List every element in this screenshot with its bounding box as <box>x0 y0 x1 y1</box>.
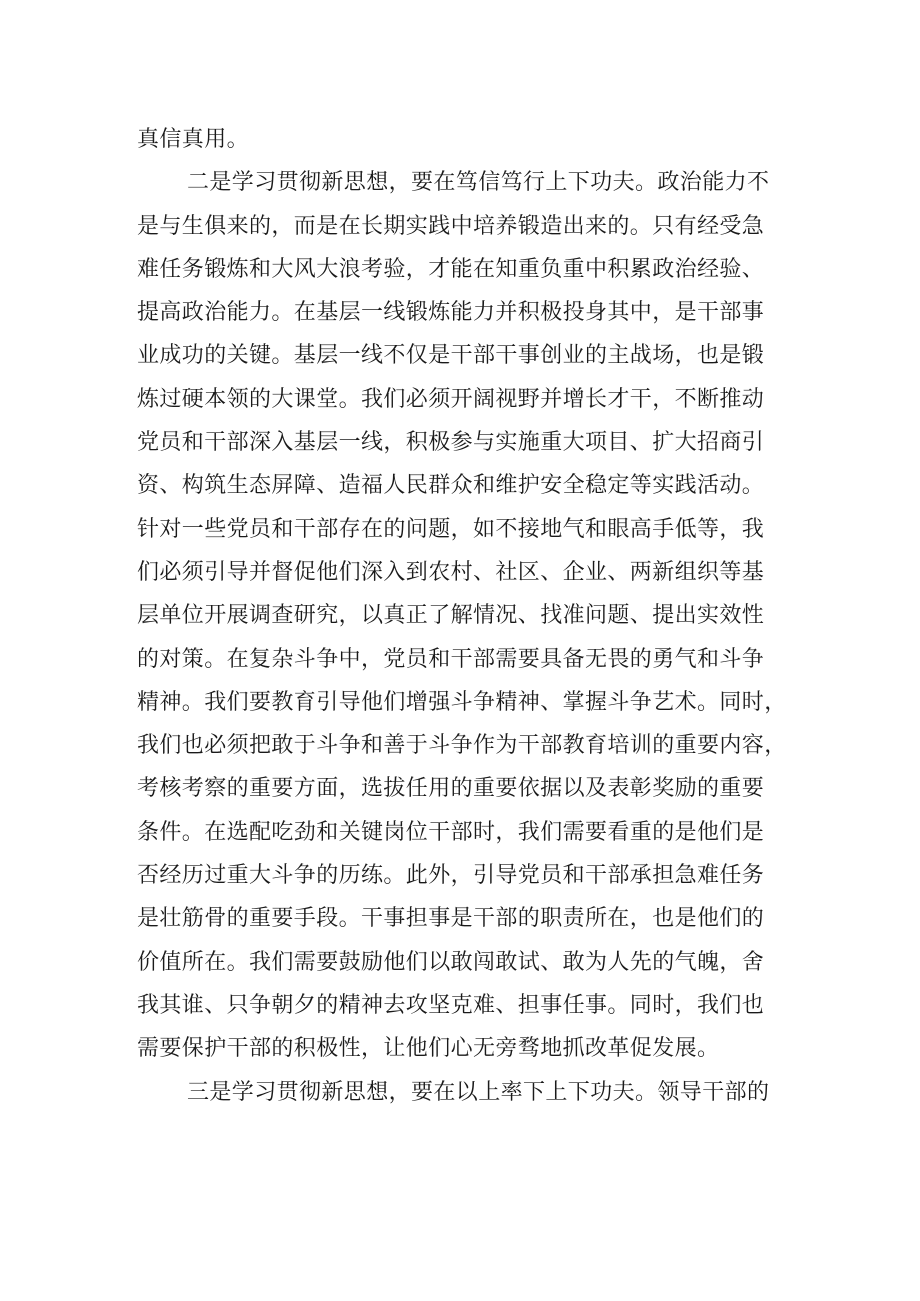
text-line: 条件。在选配吃劲和关键岗位干部时，我们需要看重的是他们是 <box>137 819 765 845</box>
text-line: 需要保护干部的积极性，让他们心无旁骛地抓改革促发展。 <box>137 1036 720 1062</box>
text-line: 的对策。在复杂斗争中，党员和干部需要具备无畏的勇气和斗争 <box>137 646 765 672</box>
text-line: 资、构筑生态屏障、造福人民群众和维护安全稳定等实践活动。 <box>137 473 765 499</box>
text-line: 提高政治能力。在基层一线锻炼能力并积极投身其中，是干部事 <box>137 300 765 326</box>
text-line: 炼过硬本领的大课堂。我们必须开阔视野并增长才干，不断推动 <box>137 386 765 412</box>
text-line: 真信真用。 <box>137 127 250 152</box>
text-line: 价值所在。我们需要鼓励他们以敢闯敢试、敢为人先的气魄，舍 <box>137 949 765 975</box>
text-line: 业成功的关键。基层一线不仅是干部干事创业的主战场，也是锻 <box>137 343 765 369</box>
text-line: 针对一些党员和干部存在的问题，如不接地气和眼高手低等，我 <box>137 516 765 542</box>
text-line: 我其谁、只争朝夕的精神去攻坚克难、担事任事。同时，我们也 <box>137 992 765 1018</box>
text-line: 我们也必须把敢于斗争和善于斗争作为干部教育培训的重要内容， <box>137 733 787 759</box>
text-line: 否经历过重大斗争的历练。此外，引导党员和干部承担急难任务 <box>137 863 765 889</box>
text-line: 是与生俱来的，而是在长期实践中培养锻造出来的。只有经受急 <box>137 213 765 239</box>
paragraph-start-line: 二是学习贯彻新思想，要在笃信笃行上下功夫。政治能力不 <box>187 170 770 196</box>
body-text <box>137 118 797 1114</box>
text-line: 精神。我们要教育引导他们增强斗争精神、掌握斗争艺术。同时， <box>137 689 787 715</box>
text-line: 党员和干部深入基层一线，积极参与实施重大项目、扩大招商引 <box>137 430 765 456</box>
text-line: 难任务锻炼和大风大浪考验，才能在知重负重中积累政治经验、 <box>137 256 765 282</box>
paragraph-start-line: 三是学习贯彻新思想，要在以上率下上下功夫。领导干部的 <box>187 1079 770 1105</box>
text-line: 是壮筋骨的重要手段。干事担事是干部的职责所在，也是他们的 <box>137 906 765 932</box>
text-line: 层单位开展调查研究，以真正了解情况、找准问题、提出实效性 <box>137 603 765 629</box>
text-line: 考核考察的重要方面，选拔任用的重要依据以及表彰奖励的重要 <box>137 776 765 802</box>
text-line: 们必须引导并督促他们深入到农村、社区、企业、两新组织等基 <box>137 559 765 585</box>
